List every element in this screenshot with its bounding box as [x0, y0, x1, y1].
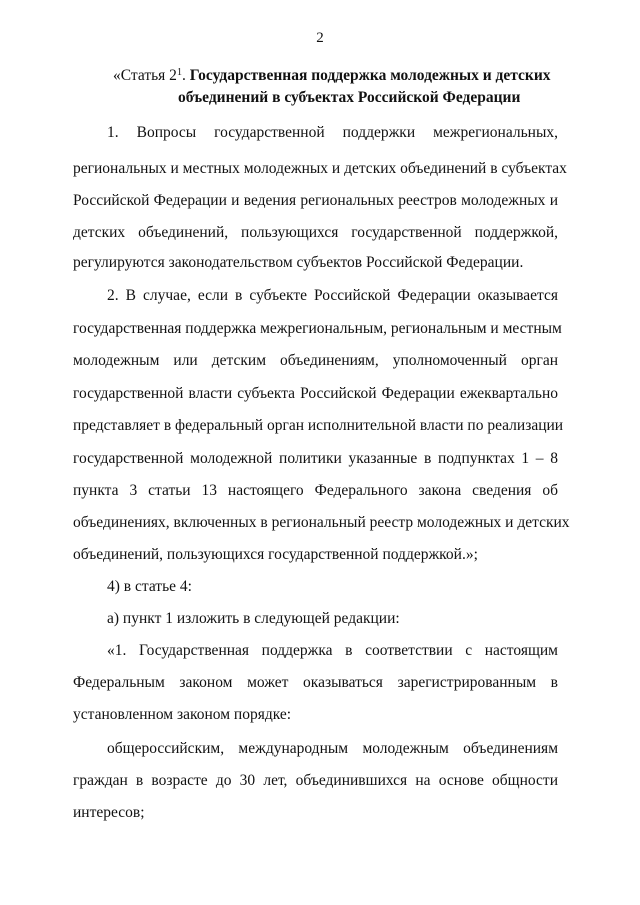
text-line: граждан в возрасте до 30 лет, объединившихся на основе общности: [73, 772, 558, 789]
article-number: «Статья 2: [113, 67, 177, 84]
article-heading: [113, 66, 551, 86]
text-line: пункта 3 статьи 13 настоящего Федерального закона сведения об: [73, 482, 558, 499]
text-line: а) пункт 1 изложить в следующей редакции:: [107, 610, 400, 627]
text-line: Федеральным законом может оказываться зарегистрированным в: [73, 674, 558, 691]
text-line: 1. Вопросы государственной поддержки межрегиональных,: [107, 124, 558, 141]
article-dot: .: [181, 67, 190, 84]
text-line: детских объединений, пользующихся государственной поддержкой,: [73, 224, 558, 241]
text-line: «1. Государственная поддержка в соответствии с настоящим: [107, 642, 558, 659]
text-line: 4) в статье 4:: [107, 578, 192, 595]
text-line: Российской Федерации и ведения региональных реестров молодежных и: [73, 192, 558, 209]
text-line: представляет в федеральный орган исполнительной власти по реализации: [73, 417, 564, 434]
article-superscript: 1: [176, 67, 182, 78]
text-line: общероссийским, международным молодежным объединениям: [107, 740, 558, 757]
text-line: государственной власти субъекта Российской Федерации ежеквартально: [73, 385, 558, 402]
text-line: государственной молодежной политики указанные в подпунктах 1 – 8: [73, 450, 558, 467]
text-line: регулируются законодательством субъектов Российской Федерации.: [73, 254, 524, 271]
article-title-line2: объединений в субъектах Российской Федерации: [178, 89, 521, 106]
text-line: объединений, пользующихся государственной поддержкой.»;: [73, 546, 478, 563]
page-number: 2: [316, 30, 324, 46]
text-line: интересов;: [73, 804, 145, 821]
text-line: объединениях, включенных в региональный реестр молодежных и детских: [73, 514, 570, 531]
article-title-line1: Государственная поддержка молодежных и детских: [189, 67, 551, 84]
text-line: региональных и местных молодежных и детских объединений в субъектах: [73, 160, 567, 177]
text-line: государственная поддержка межрегиональным, региональным и местным: [73, 320, 562, 337]
text-line: 2. В случае, если в субъекте Российской Федерации оказывается: [107, 287, 558, 304]
text-line: молодежным или детским объединениям, уполномоченный орган: [73, 352, 558, 369]
text-line: установленном законом порядке:: [73, 706, 292, 723]
